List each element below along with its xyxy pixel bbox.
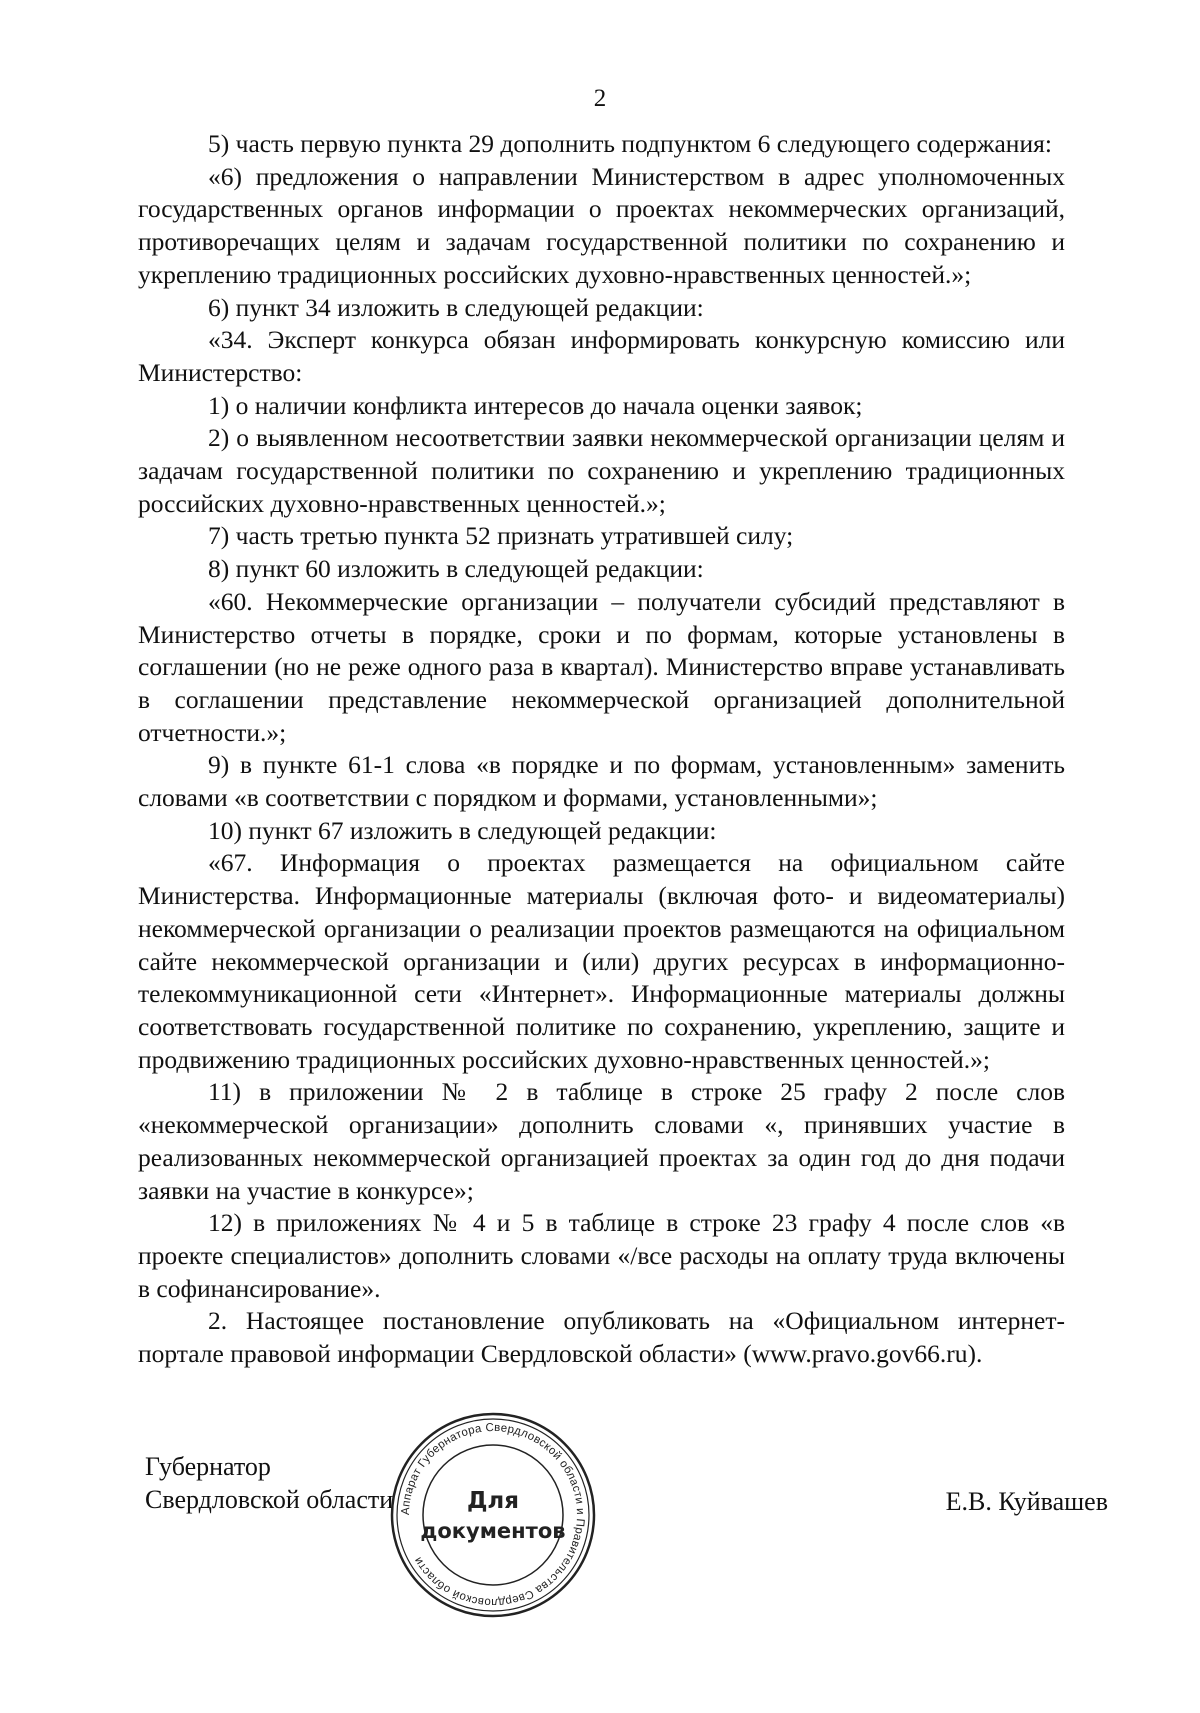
paragraph: 9) в пункте 61-1 слова «в порядке и по формам, установленным» заменить словами «в соответствии с порядком и формами, установленными»; xyxy=(138,750,1065,813)
paragraph: 11) в приложении № 2 в таблице в строке 25 графу 2 после слов «некоммерческой организации» дополнить словами «, принявших участие в реализованных некоммерческой организацией проектах за один год до дня подачи заявки на участие в конкурсе»; xyxy=(138,1077,1065,1205)
paragraph: «34. Эксперт конкурса обязан информировать конкурсную комиссию или Министерство: xyxy=(138,325,1065,387)
stamp-outer-ring-inner xyxy=(397,1419,589,1611)
paragraph: «67. Информация о проектах размещается на официальном сайте Министерства. Информационные материалы (включая фото- и видеоматериалы) некоммерческой организации о реализации проектов размещаются на официальном сайте некоммерческой организации и (или) других ресурсах в информационно-телекоммуникационной сети «Интернет». Информационные материалы должны соответствовать государственной политике по сохранению, укреплению, защите и продвижению традиционных российских духовно-нравственных ценностей.»; xyxy=(138,848,1065,1074)
page-number: 2 xyxy=(593,85,607,112)
stamp-ring-text: Аппарат Губернатора Свердловской области и Правительства Свердловской области xyxy=(399,1421,587,1609)
paragraph: 6) пункт 34 изложить в следующей редакции: xyxy=(208,292,704,322)
stamp-seal-image xyxy=(388,1410,598,1620)
paragraph: 2. Настоящее постановление опубликовать на «Официальном интернет-портале правовой информации Свердловской области» (www.pravo.gov66.ru). xyxy=(138,1306,1065,1369)
official-stamp xyxy=(388,1410,598,1620)
signatory-name: Е.В. Куйвашев xyxy=(945,1487,1108,1516)
paragraph: «60. Некоммерческие организации – получатели субсидий представляют в Министерство отчеты в порядке, сроки и по формам, которые установлены в соглашении (но не реже одного раза в квартал). Министерство вправе устанавливать в соглашении представление некоммерческой организацией дополнительной отчетности.»; xyxy=(138,586,1065,747)
signatory-title xyxy=(145,1450,393,1516)
paragraph: «6) предложения о направлении Министерством в адрес уполномоченных государственных органов информации о проектах некоммерческих организаций, противоречащих целям и задачам государственной политики по сохранению и укреплению традиционных российских духовно-нравственных ценностей.»; xyxy=(138,161,1065,289)
stamp-inner-ring xyxy=(423,1445,563,1585)
stamp-center-line: Для xyxy=(466,1488,520,1514)
signatory-title-line: Губернатор xyxy=(145,1452,271,1481)
signatory-title-line: Свердловской области xyxy=(145,1485,394,1514)
paragraph: 5) часть первую пункта 29 дополнить подпунктом 6 следующего содержания: xyxy=(208,129,1052,158)
paragraph: 7) часть третью пункта 52 признать утратившей силу; xyxy=(208,521,794,551)
paragraph: 2) о выявленном несоответствии заявки некоммерческой организации целям и задачам государственной политики по сохранению и укреплению традиционных российских духовно-нравственных ценностей.»; xyxy=(138,423,1065,518)
paragraph: 12) в приложениях № 4 и 5 в таблице в строке 23 графу 4 после слов «в проекте специалистов» дополнить словами «/все расходы на оплату труда включены в софинансирование». xyxy=(138,1208,1065,1303)
paragraph: 1) о наличии конфликта интересов до начала оценки заявок; xyxy=(208,390,863,420)
document-body xyxy=(138,128,1065,1371)
stamp-center-line: документов xyxy=(420,1519,566,1543)
svg-text:Аппарат Губернатора Свердловск xyxy=(400,1422,586,1608)
paragraph: 8) пункт 60 изложить в следующей редакции: xyxy=(208,554,704,584)
paragraph: 10) пункт 67 изложить в следующей редакции: xyxy=(208,815,717,845)
